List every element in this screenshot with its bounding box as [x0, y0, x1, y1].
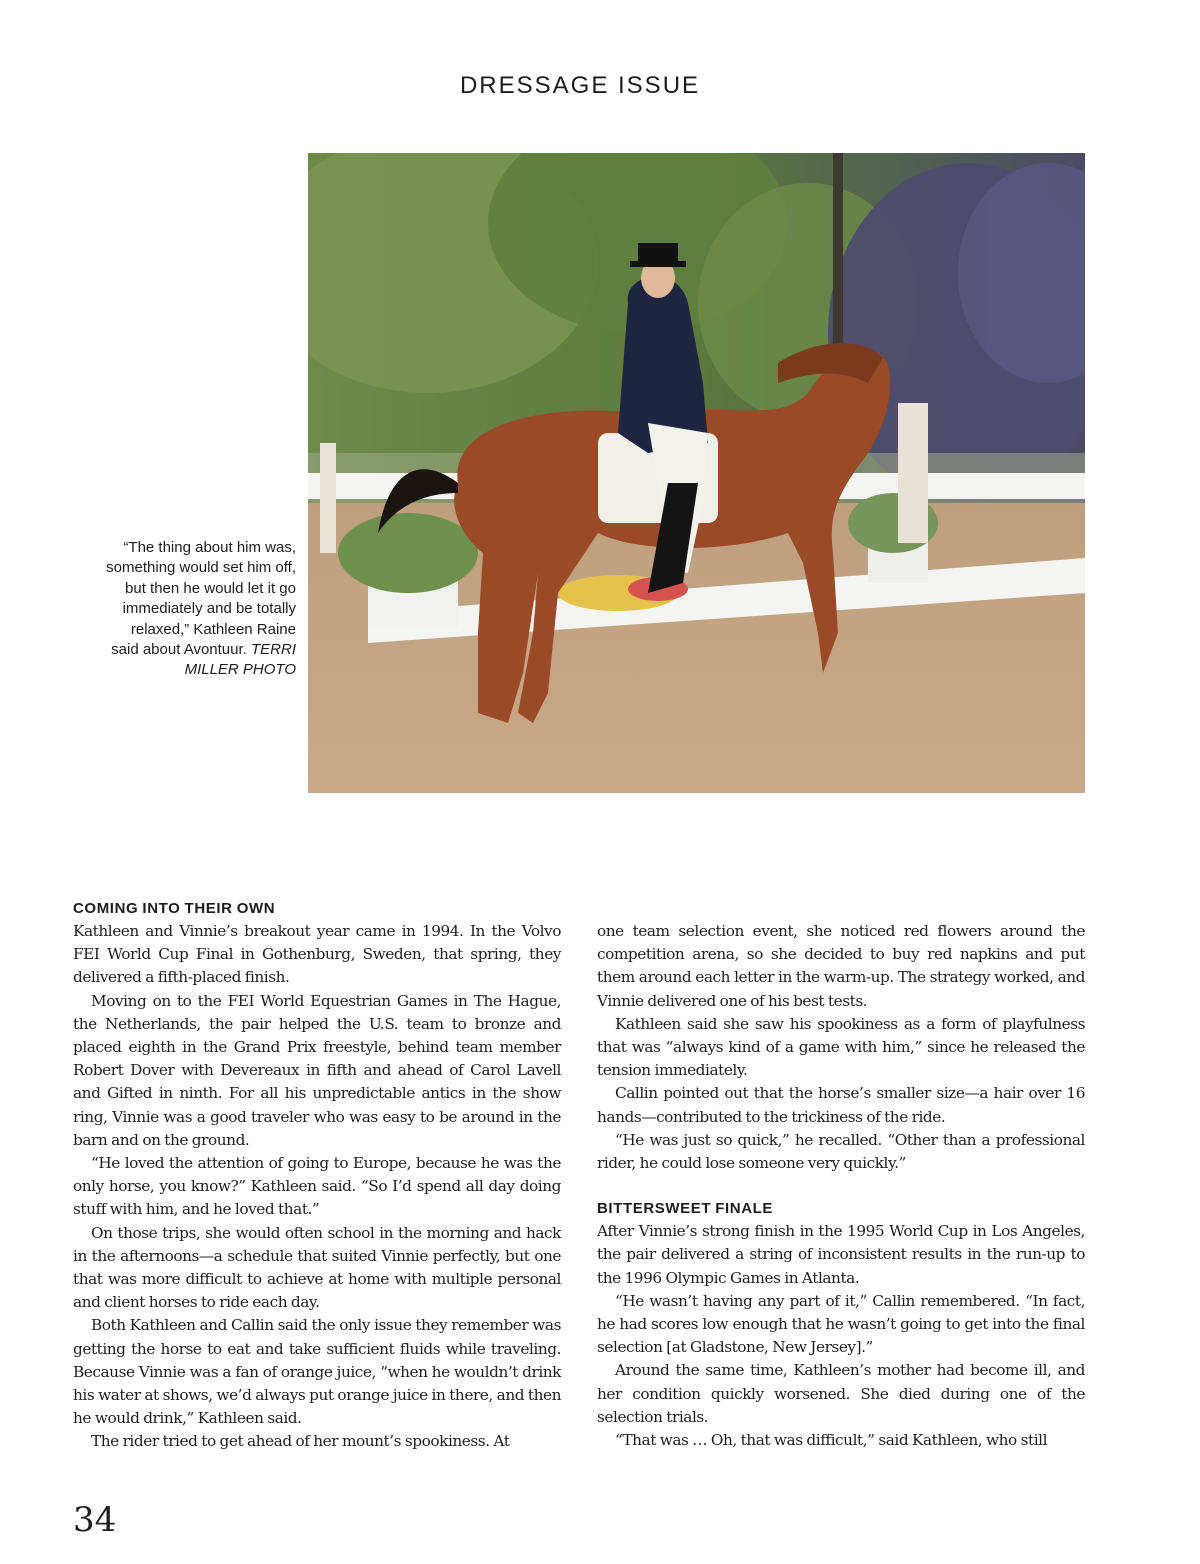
feature-photo — [308, 153, 1085, 793]
paragraph: Both Kathleen and Callin said the only issue they remember was getting the horse to eat and take sufficient fluids while traveling. Because Vinnie was a fan of orange juice, “when he wouldn’t drink his water at shows, we’d always put orange juice in there, and then he would drink,” Kathleen said. — [73, 1316, 561, 1428]
paragraph: On those trips, she would often school in the morning and hack in the afternoons—a schedule that suited Vinnie perfectly, but one that was more difficult to achieve at home with multiple personal and client horses to ride each day. — [73, 1223, 561, 1312]
subheading-coming-into-their-own: COMING INTO THEIR OWN — [73, 900, 276, 917]
section-header: DRESSAGE ISSUE — [459, 72, 701, 99]
caption-text: “The thing about him was, something would set him off, but then he would let it go immediately and be totally relaxed,” Kathleen Raine said about Avontuur. — [106, 539, 296, 659]
paragraph: “He loved the attention of going to Europe, because he was the only horse, you know?” Kathleen said. “So I’d spend all day doing stuff with him, and he loved that.” — [73, 1154, 561, 1219]
article-column-left — [73, 897, 561, 1454]
subheading-bittersweet-finale: BITTERSWEET FINALE — [597, 1200, 774, 1218]
paragraph: Kathleen and Vinnie’s breakout year came in 1994. In the Volvo FEI World Cup Final in Gothenburg, Sweden, that spring, they delivered a fifth-placed finish. — [73, 922, 561, 987]
paragraph: “He wasn’t having any part of it,” Callin remembered. “In fact, he had scores low enough that he wasn’t going to get into the final selection [at Gladstone, New Jersey].” — [597, 1291, 1085, 1357]
paragraph: “He was just so quick,” he recalled. “Other than a professional rider, he could lose someone very quickly.” — [597, 1130, 1085, 1173]
photo-caption — [100, 538, 296, 681]
paragraph: After Vinnie’s strong finish in the 1995 World Cup in Los Angeles, the pair delivered a string of inconsistent results in the run-up to the 1996 Olympic Games in Atlanta. — [597, 1222, 1085, 1287]
paragraph: Kathleen said she saw his spookiness as a form of playfulness that was “always kind of a game with him,” since he released the tension immediately. — [597, 1014, 1085, 1080]
paragraph: The rider tried to get ahead of her mount’s spookiness. At — [91, 1432, 510, 1451]
paragraph: Around the same time, Kathleen’s mother had become ill, and her condition quickly worsened. She died during one of the selection trials. — [597, 1361, 1085, 1426]
photo-credit: TERRI MILLER PHOTO — [184, 641, 296, 679]
article-column-right — [597, 920, 1085, 1452]
paragraph: one team selection event, she noticed red flowers around the competition arena, so she decided to buy red napkins and put them around each letter in the warm-up. The strategy worked, and Vinnie delivered one of his best tests. — [597, 922, 1085, 1010]
paragraph: Callin pointed out that the horse’s smaller size—a hair over 16 hands—contributed to the trickiness of the ride. — [597, 1084, 1085, 1126]
paragraph: “That was … Oh, that was difficult,” said Kathleen, who still — [615, 1431, 1048, 1450]
page-number: 34 — [73, 1500, 117, 1540]
paragraph: Moving on to the FEI World Equestrian Games in The Hague, the Netherlands, the pair helped the U.S. team to bronze and placed eighth in the Grand Prix freestyle, behind team member Robert Dover with Devereaux in fifth and ahead of Carol Lavell and Gifted in ninth. For all his unpredictable antics in the show ring, Vinnie was a good traveler who was easy to be around in the barn and on the ground. — [73, 991, 561, 1149]
